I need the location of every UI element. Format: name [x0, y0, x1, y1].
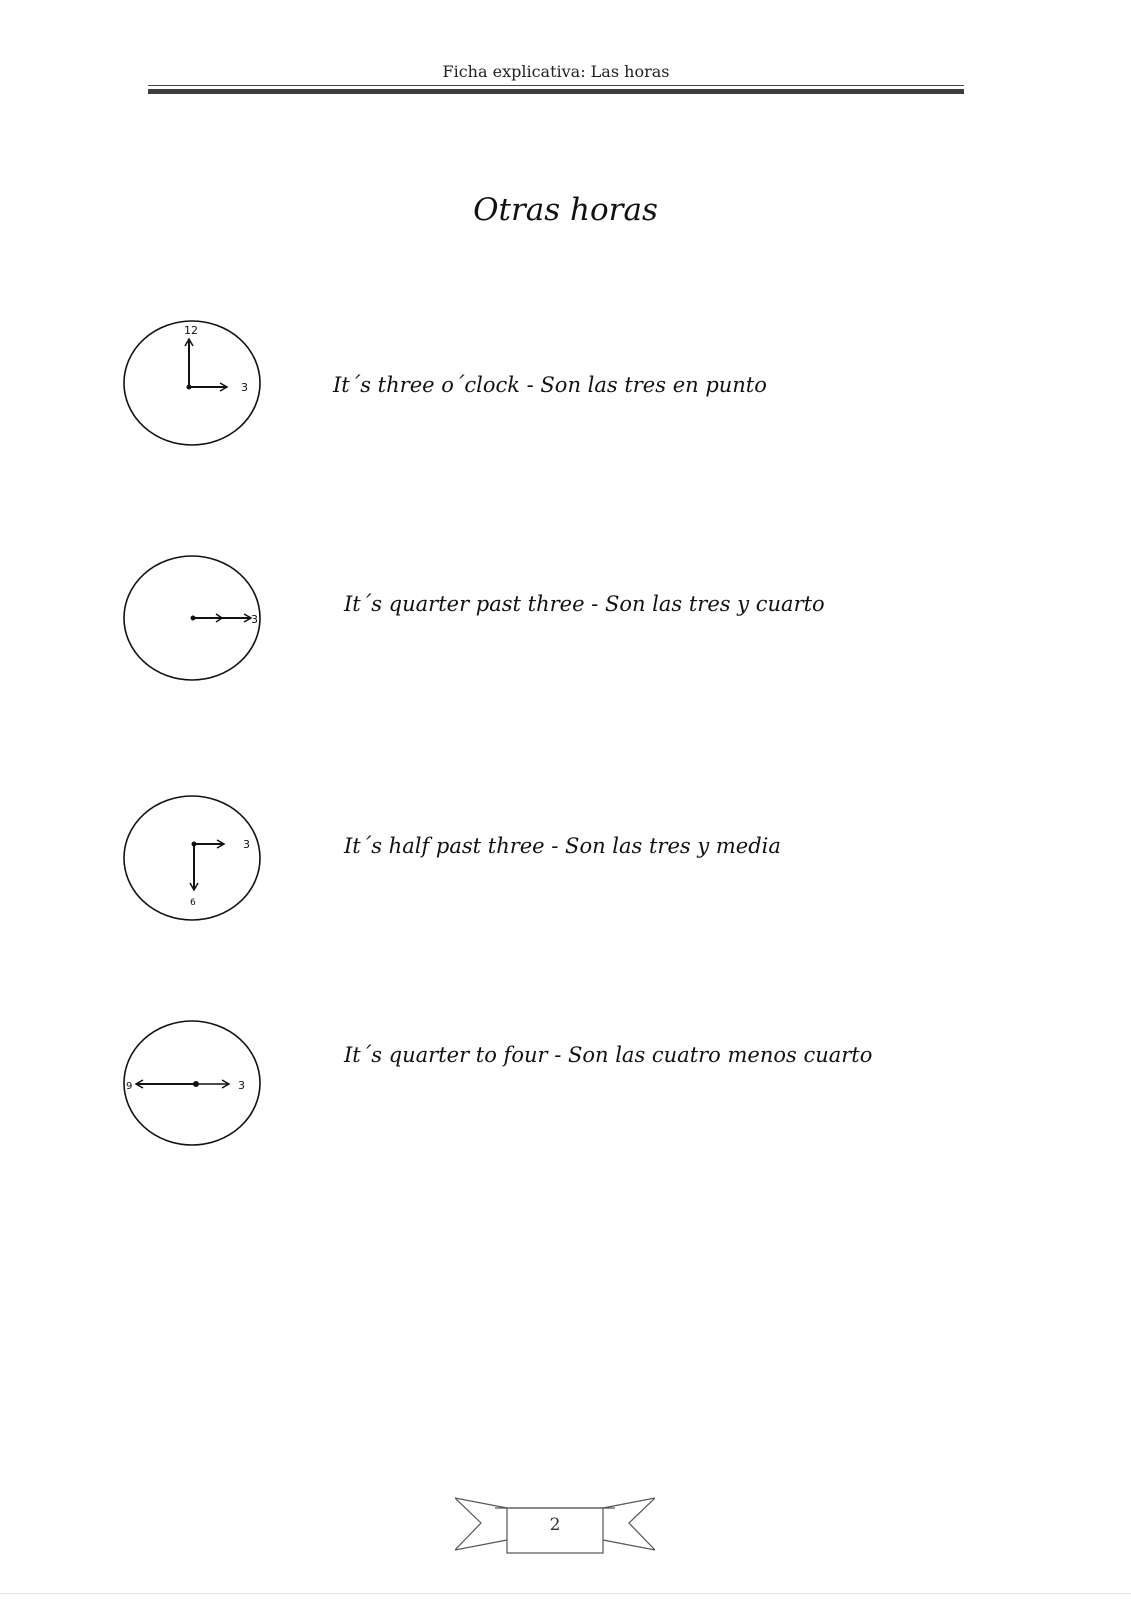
clock-label-3: 3 [238, 1079, 245, 1092]
bottom-edge-rule [0, 1593, 1131, 1594]
header-rule-thick [148, 89, 964, 94]
header-title: Ficha explicativa: Las horas [442, 62, 670, 81]
clock-icon-half-past [120, 792, 270, 927]
clock-icon-three-oclock [120, 317, 270, 452]
page-number: 2 [549, 1515, 561, 1535]
time-line-3: It´s half past three - Son las tres y media [344, 834, 781, 858]
time-line-1: It´s three o´clock - Son las tres en punto [333, 373, 767, 397]
clock-label-3: 3 [241, 381, 248, 394]
time-line-4: It´s quarter to four - Son las cuatro menos cuarto [344, 1043, 873, 1067]
clock-icon-quarter-to [120, 1017, 270, 1152]
clock-label-3: 3 [243, 838, 250, 851]
time-line-2: It´s quarter past three - Son las tres y cuarto [344, 592, 825, 616]
clock-label-9: 9 [126, 1081, 133, 1092]
clock-label-6: 6 [190, 898, 196, 908]
clock-icon-quarter-past [120, 552, 270, 687]
header-rule-thin [148, 85, 964, 86]
clock-label-12: 12 [184, 324, 198, 337]
clock-label-3: 3 [251, 613, 258, 626]
page-title: Otras horas [473, 192, 658, 228]
